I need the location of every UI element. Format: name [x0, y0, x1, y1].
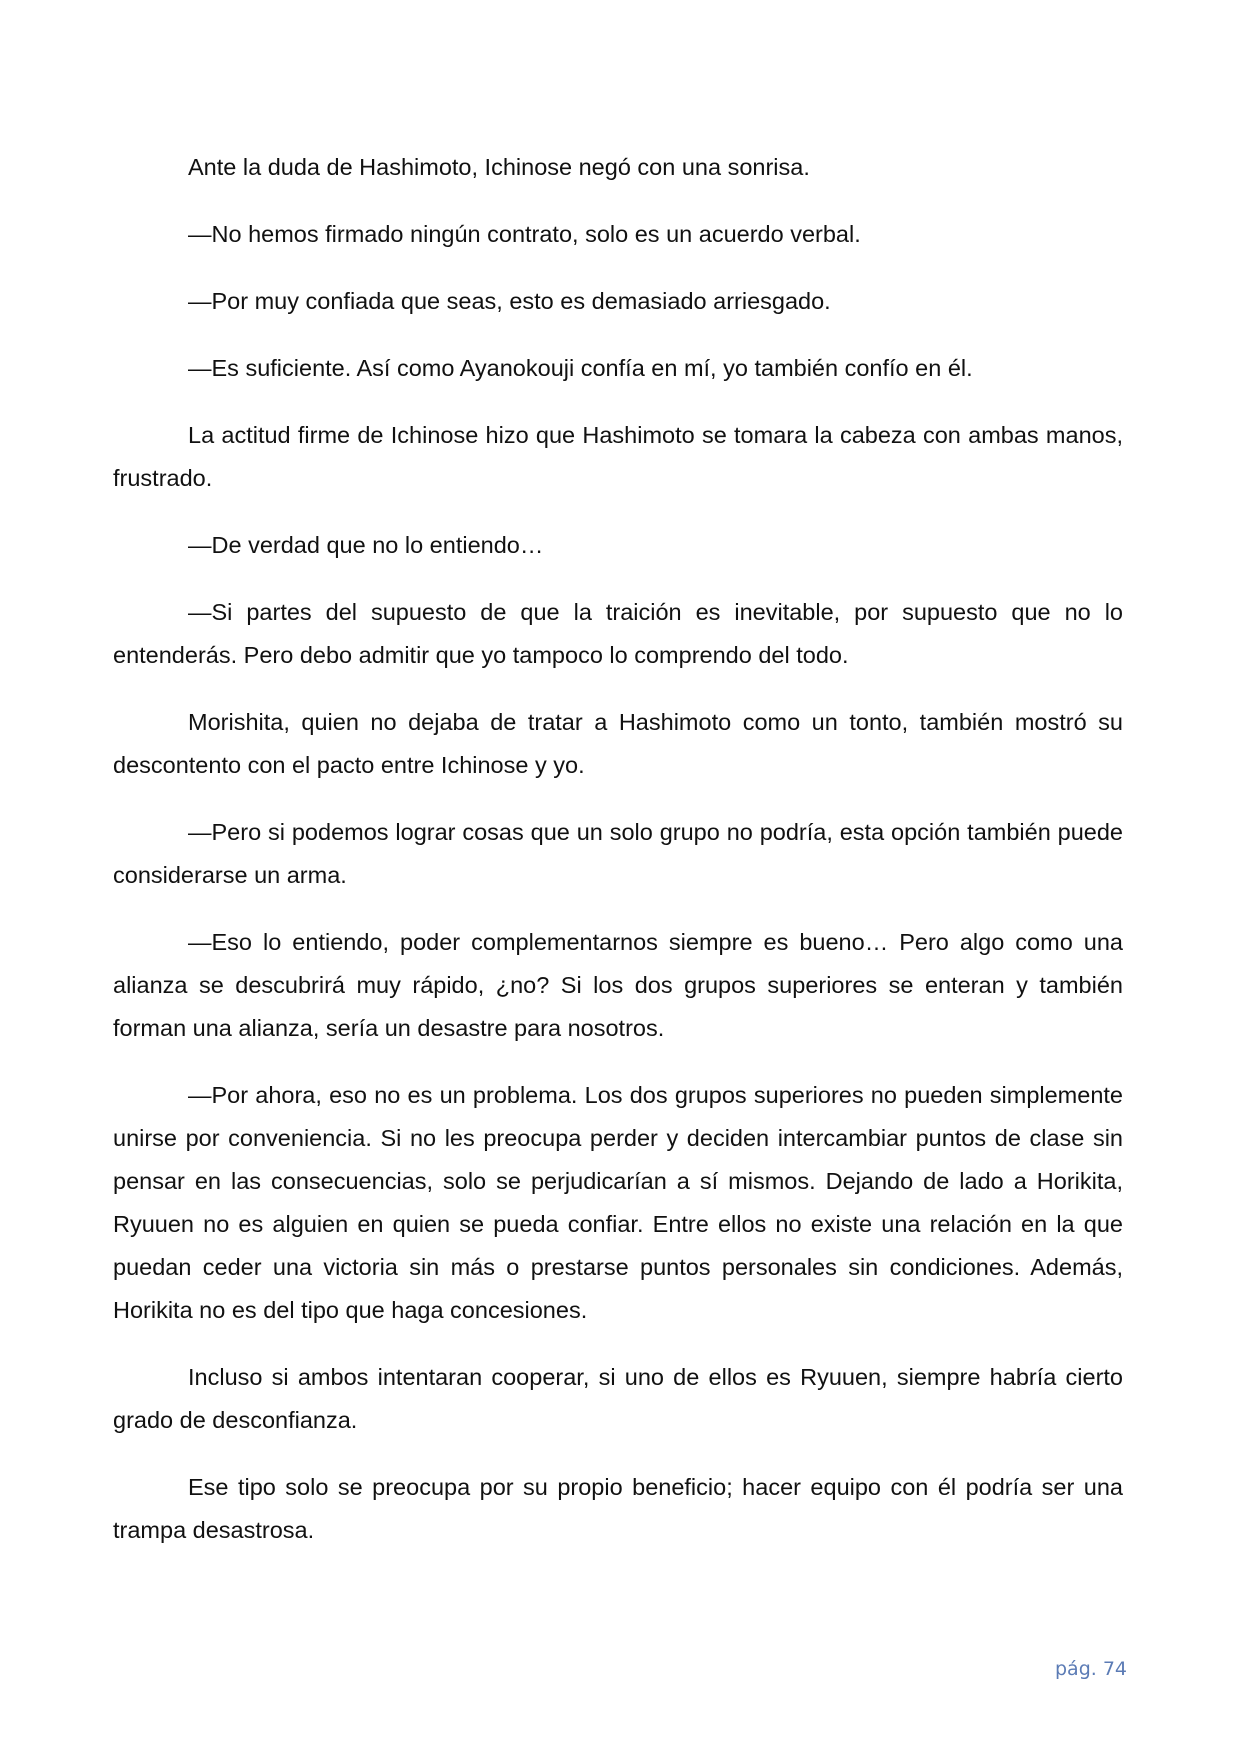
paragraph: Ese tipo solo se preocupa por su propio beneficio; hacer equipo con él podría ser una trampa desastrosa.: [113, 1474, 1123, 1543]
paragraph: La actitud firme de Ichinose hizo que Hashimoto se tomara la cabeza con ambas manos, frustrado.: [113, 422, 1123, 491]
paragraph: —Es suficiente. Así como Ayanokouji confía en mí, yo también confío en él.: [188, 355, 973, 381]
paragraph: —De verdad que no lo entiendo…: [188, 532, 544, 558]
paragraph: —No hemos firmado ningún contrato, solo es un acuerdo verbal.: [188, 221, 861, 247]
paragraph: —Pero si podemos lograr cosas que un solo grupo no podría, esta opción también puede considerarse un arma.: [113, 819, 1123, 888]
paragraph: Morishita, quien no dejaba de tratar a Hashimoto como un tonto, también mostró su descontento con el pacto entre Ichinose y yo.: [113, 709, 1123, 778]
paragraph: Incluso si ambos intentaran cooperar, si uno de ellos es Ryuuen, siempre habría cierto grado de desconfianza.: [113, 1364, 1123, 1433]
document-body: [113, 146, 1123, 1576]
paragraph: —Si partes del supuesto de que la traición es inevitable, por supuesto que no lo entenderás. Pero debo admitir que yo tampoco lo comprendo del todo.: [113, 599, 1123, 668]
page-number: pág. 74: [1055, 1658, 1128, 1680]
paragraph: —Eso lo entiendo, poder complementarnos siempre es bueno… Pero algo como una alianza se descubrirá muy rápido, ¿no? Si los dos grupos superiores se enteran y también forman una alianza, sería un desastre para nosotros.: [113, 929, 1123, 1041]
paragraph: Ante la duda de Hashimoto, Ichinose negó con una sonrisa.: [188, 154, 810, 180]
paragraph: —Por ahora, eso no es un problema. Los dos grupos superiores no pueden simplemente unirse por conveniencia. Si no les preocupa perder y deciden intercambiar puntos de clase sin pensar en las consecuencias, solo se perjudicarían a sí mismos. Dejando de lado a Horikita, Ryuuen no es alguien en quien se pueda confiar. Entre ellos no existe una relación en la que puedan ceder una victoria sin más o prestarse puntos personales sin condiciones. Además, Horikita no es del tipo que haga concesiones.: [113, 1082, 1123, 1323]
paragraph: —Por muy confiada que seas, esto es demasiado arriesgado.: [188, 288, 831, 314]
